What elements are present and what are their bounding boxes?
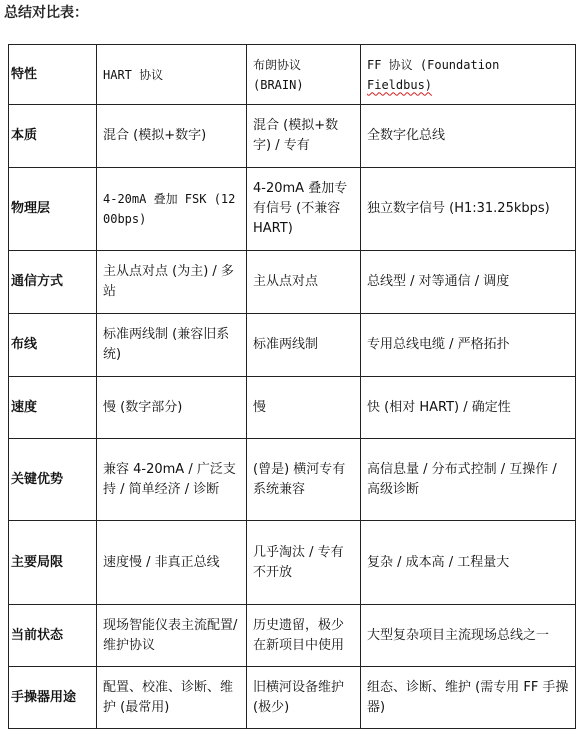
cell-hart: 标准两线制 (兼容旧系统) — [97, 314, 247, 377]
header-feature: 特性 — [9, 45, 97, 105]
cell-brain: 4-20mA 叠加专有信号 (不兼容 HART) — [247, 168, 361, 251]
table-row — [9, 105, 576, 168]
cell-brain: 历史遗留，极少在新项目中使用 — [247, 605, 361, 667]
cell-hart: 4-20mA 叠加 FSK (1200bps) — [97, 168, 247, 251]
row-feature: 本质 — [9, 105, 97, 168]
cell-ff: 总线型 / 对等通信 / 调度 — [361, 251, 576, 314]
cell-brain: 几乎淘汰 / 专有不开放 — [247, 521, 361, 605]
row-feature: 当前状态 — [9, 605, 97, 667]
header-ff-line1: FF 协议 (Foundation — [367, 57, 500, 72]
table-row — [9, 667, 576, 729]
cell-brain: 标准两线制 — [247, 314, 361, 377]
row-feature: 通信方式 — [9, 251, 97, 314]
header-hart: HART 协议 — [97, 45, 247, 105]
table-row — [9, 377, 576, 439]
cell-hart: 现场智能仪表主流配置/维护协议 — [97, 605, 247, 667]
cell-hart: 主从点对点 (为主) / 多站 — [97, 251, 247, 314]
header-ff — [361, 45, 576, 105]
cell-ff: 复杂 / 成本高 / 工程量大 — [361, 521, 576, 605]
row-feature: 布线 — [9, 314, 97, 377]
header-brain — [247, 45, 361, 105]
header-ff-line2: Fieldbus) — [367, 77, 433, 92]
row-feature: 速度 — [9, 377, 97, 439]
row-feature: 手操器用途 — [9, 667, 97, 729]
cell-ff: 组态、诊断、维护 (需专用 FF 手操器) — [361, 667, 576, 729]
table-row — [9, 314, 576, 377]
row-feature: 主要局限 — [9, 521, 97, 605]
cell-hart: 速度慢 / 非真正总线 — [97, 521, 247, 605]
table-row — [9, 168, 576, 251]
cell-ff: 全数字化总线 — [361, 105, 576, 168]
header-brain-line1: 布朗协议 — [253, 57, 302, 72]
page-title: 总结对比表： — [4, 5, 88, 21]
cell-brain: 主从点对点 — [247, 251, 361, 314]
table-row — [9, 439, 576, 521]
cell-brain: 旧横河设备维护 (极少) — [247, 667, 361, 729]
cell-ff: 专用总线电缆 / 严格拓扑 — [361, 314, 576, 377]
table-row — [9, 521, 576, 605]
cell-hart: 混合 (模拟+数字) — [97, 105, 247, 168]
cell-hart: 兼容 4-20mA / 广泛支持 / 简单经济 / 诊断 — [97, 439, 247, 521]
cell-ff: 高信息量 / 分布式控制 / 互操作 / 高级诊断 — [361, 439, 576, 521]
table-header-row — [9, 45, 576, 105]
cell-brain: 慢 — [247, 377, 361, 439]
cell-brain: (曾是) 横河专有系统兼容 — [247, 439, 361, 521]
row-feature: 物理层 — [9, 168, 97, 251]
cell-hart: 慢 (数字部分) — [97, 377, 247, 439]
cell-ff: 独立数字信号 (H1:31.25kbps) — [361, 168, 576, 251]
table-row — [9, 251, 576, 314]
table-row — [9, 605, 576, 667]
cell-brain: 混合 (模拟+数字) / 专有 — [247, 105, 361, 168]
header-brain-line2: (BRAIN) — [253, 77, 304, 92]
cell-ff: 快 (相对 HART) / 确定性 — [361, 377, 576, 439]
cell-ff: 大型复杂项目主流现场总线之一 — [361, 605, 576, 667]
comparison-table — [8, 44, 576, 729]
cell-hart: 配置、校准、诊断、维护 (最常用) — [97, 667, 247, 729]
row-feature: 关键优势 — [9, 439, 97, 521]
